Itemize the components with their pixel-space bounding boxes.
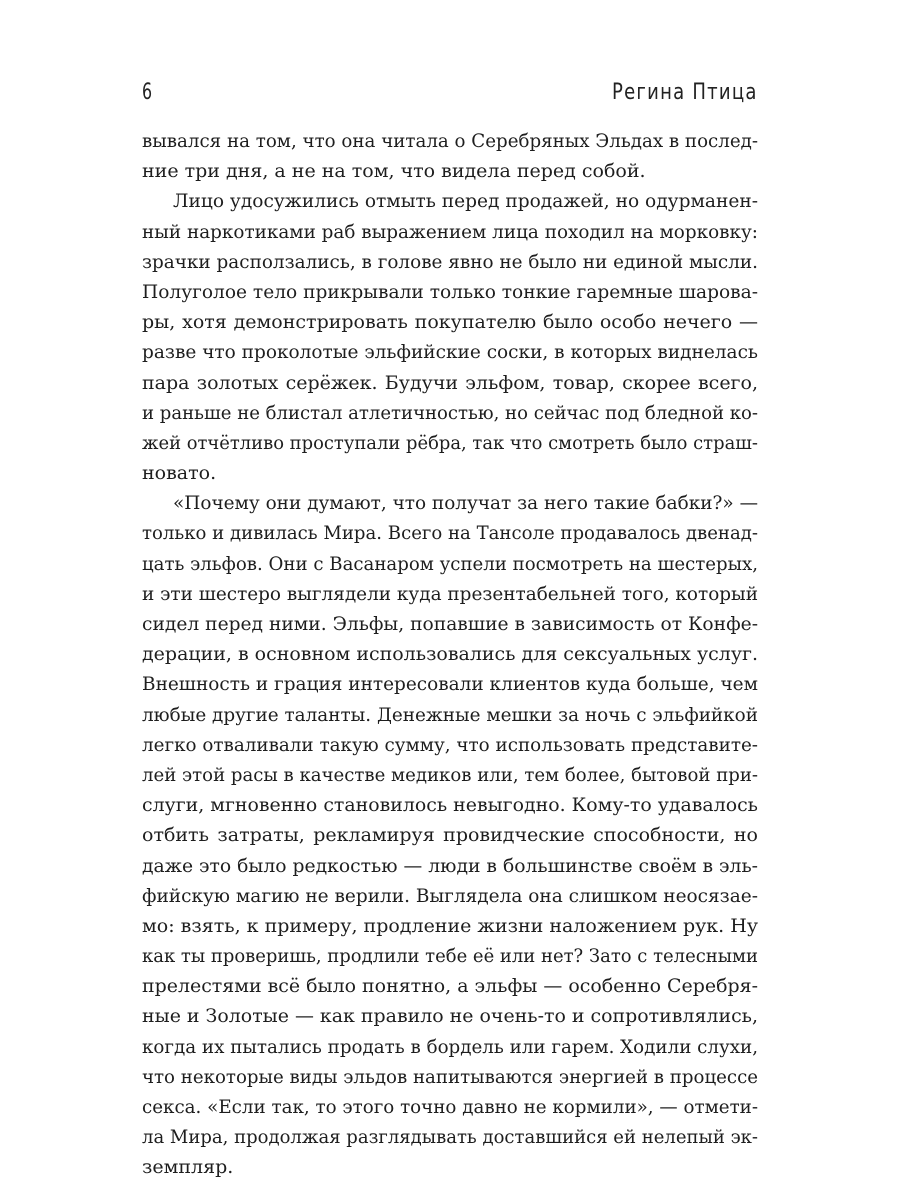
- text-line: отбить затраты, рекламируя провидческие способности, но: [142, 824, 758, 847]
- text-line: пара золотых серёжек. Будучи эльфом, товар, скорее всего,: [142, 371, 758, 394]
- text-line: ный наркотиками раб выражением лица походил на морковку:: [142, 220, 758, 243]
- text-line: мо: взять, к примеру, продление жизни наложением рук. Ну: [142, 914, 758, 937]
- text-line: прелестями всё было понятно, а эльфы — особенно Серебря-: [142, 975, 758, 998]
- text-line: слуги, мгновенно становилось невыгодно. Кому-то удавалось: [142, 794, 758, 817]
- paragraph: [142, 126, 758, 186]
- text-line: Лицо удосужились отмыть перед продажей, но одурманен-: [173, 190, 759, 213]
- body-text: [142, 126, 758, 1183]
- page-number: 6: [142, 80, 153, 105]
- text-line: как ты проверишь, продлили тебе её или нет? Зато с телесными: [142, 945, 759, 968]
- text-line: что некоторые виды эльдов напитываются энергией в процессе: [142, 1065, 758, 1088]
- text-line: цать эльфов. Они с Васанаром успели посмотреть на шестерых,: [142, 552, 759, 575]
- text-line: разве что проколотые эльфийские соски, в которых виднелась: [142, 341, 759, 364]
- text-line: лей этой расы в качестве медиков или, тем более, бытовой при-: [142, 763, 759, 786]
- text-line: жей отчётливо проступали рёбра, так что смотреть было страш-: [142, 431, 758, 454]
- text-line: секса. «Если так, то этого точно давно не кормили», — отмети-: [142, 1096, 759, 1118]
- text-line: «Почему они думают, что получат за него такие бабки?» —: [173, 492, 759, 515]
- text-line: ры, хотя демонстрировать покупателю было особо нечего —: [142, 311, 758, 334]
- text-line: фийскую магию не верили. Выглядела она слишком неосязае-: [142, 884, 758, 907]
- text-line: любые другие таланты. Денежные мешки за ночь с эльфийкой: [142, 703, 758, 726]
- text-line: сидел перед ними. Эльфы, попавшие в зависимость от Конфе-: [142, 613, 759, 635]
- text-line: Внешность и грация интересовали клиентов куда больше, чем: [142, 673, 758, 696]
- text-line: и эти шестеро выглядели куда презентабельней того, который: [142, 582, 758, 605]
- text-line: ные и Золотые — как правило не очень-то и сопротивлялись,: [142, 1005, 759, 1028]
- text-line: и раньше не блистал атлетичностью, но сейчас под бледной ко-: [142, 401, 758, 424]
- running-header-author: Регина Птица: [612, 80, 758, 105]
- text-line: ла Мира, продолжая разглядывать доставшийся ей нелепый эк-: [142, 1126, 759, 1149]
- text-line: дерации, в основном использовались для сексуальных услуг.: [142, 643, 758, 666]
- text-line: новато.: [142, 462, 217, 485]
- text-line: ние три дня, а не на том, что видела перед собой.: [142, 160, 646, 183]
- text-line: Полуголое тело прикрывали только тонкие гаремные шарова-: [142, 280, 759, 303]
- text-line: зрачки расползались, в голове явно не было ни единой мысли.: [142, 250, 759, 273]
- text-line: легко отваливали такую сумму, что использовать представите-: [142, 733, 758, 756]
- running-header: [142, 76, 758, 110]
- text-line: только и дивилась Мира. Всего на Тансоле продавалось двенад-: [142, 522, 759, 545]
- paragraph: [142, 488, 758, 1182]
- paragraph: [142, 186, 758, 488]
- text-line: вывался на том, что она читала о Серебряных Эльдах в послед-: [142, 130, 758, 152]
- text-line: земпляр.: [142, 1156, 234, 1179]
- text-line: когда их пытались продать в бордель или гарем. Ходили слухи,: [142, 1035, 759, 1058]
- text-line: даже это было редкостью — люди в большинстве своём в эль-: [142, 854, 758, 877]
